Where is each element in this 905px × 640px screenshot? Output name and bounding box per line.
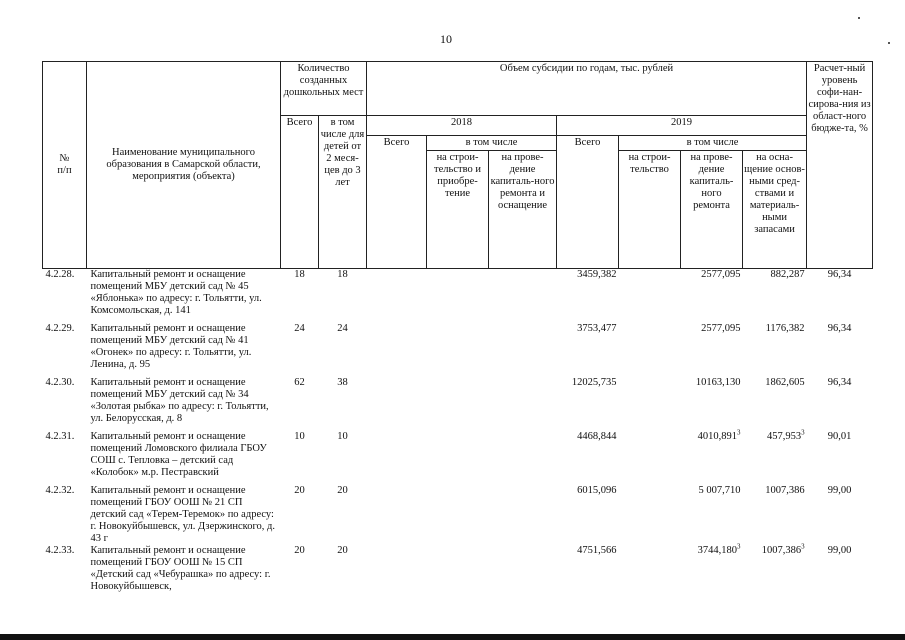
row-kids: 10: [337, 431, 348, 442]
scan-speck: [888, 42, 890, 44]
table-row: [43, 323, 873, 377]
header-year-2018: 2018: [367, 116, 557, 136]
row-repair-2019: [681, 323, 743, 377]
row-total-2018: [367, 377, 427, 431]
row-build-2018: [427, 545, 489, 599]
row-total-2018: [367, 323, 427, 377]
row-repair-2018: [489, 377, 557, 431]
equip-value: 1007,386: [761, 545, 802, 556]
row-num: 4.2.28.: [45, 269, 75, 280]
equip-value: 1176,382: [765, 323, 805, 334]
row-repair-2018: [489, 485, 557, 545]
row-total-2018: [367, 545, 427, 599]
row-build-2018: [427, 431, 489, 485]
row-build-2018: [427, 323, 489, 377]
table-body: [43, 269, 873, 600]
row-repair-2018: [489, 323, 557, 377]
row-equip-2019: [743, 377, 807, 431]
repair-value: 4010,891: [697, 431, 738, 442]
footnote-mark: 3: [801, 542, 805, 551]
row-rate: 99,00: [827, 485, 852, 496]
row-build-2019: [619, 545, 681, 599]
row-build-2019: [619, 323, 681, 377]
row-build-2019: [619, 269, 681, 324]
row-places: 10: [294, 431, 305, 442]
header-places-total: Всего: [281, 116, 319, 269]
row-rate: 96,34: [827, 323, 852, 334]
row-build-2019: [619, 377, 681, 431]
footnote-mark: 3: [801, 428, 805, 437]
row-repair-2018: [489, 431, 557, 485]
row-repair-2018: [489, 545, 557, 599]
header-build-2018: на строи-тельство и приобре-тение: [427, 151, 489, 269]
table-row: [43, 377, 873, 431]
row-kids: 38: [337, 377, 348, 388]
row-kids: 20: [337, 545, 348, 556]
row-build-2018: [427, 269, 489, 324]
row-num: 4.2.32.: [45, 485, 75, 496]
row-total-2018: [367, 485, 427, 545]
row-name: Капитальный ремонт и оснащение помещений ГБОУ ООШ № 21 СП детский сад «Терем-Теремок» по адресу: г. Новокуйбышевск, ул. Дзержинского, д. 43 г: [90, 485, 275, 544]
row-name: Капитальный ремонт и оснащение помещений МБУ детский сад № 41 «Огонек» по адресу: г. Тольятти, ул. Ленина, д. 95: [90, 323, 252, 370]
header-places-kids: в том числе для детей от 2 меся-цев до 3 лет: [319, 116, 367, 269]
header-equip-2019: на осна-щение основ-ными сред-ствами и материаль-ными запасами: [743, 151, 807, 269]
row-build-2018: [427, 485, 489, 545]
row-rate: 99,00: [827, 545, 852, 556]
header-total-2018: Всего: [367, 136, 427, 269]
repair-value: 10163,130: [695, 377, 741, 388]
scan-speck: [858, 17, 860, 19]
row-total-2019: 4751,566: [577, 545, 617, 556]
row-equip-2019: [743, 269, 807, 324]
row-num: 4.2.29.: [45, 323, 75, 334]
row-places: 18: [294, 269, 305, 280]
row-build-2019: [619, 431, 681, 485]
header-year-2019: 2019: [557, 116, 807, 136]
header-num: № п/п: [43, 62, 87, 269]
row-num: 4.2.30.: [45, 377, 75, 388]
row-num: 4.2.33.: [45, 545, 75, 556]
row-rate: 96,34: [827, 269, 852, 280]
repair-value: 2577,095: [701, 269, 741, 280]
table-row: [43, 431, 873, 485]
row-total-2019: 3459,382: [577, 269, 617, 280]
row-rate: 90,01: [827, 431, 852, 442]
row-total-2019: 6015,096: [577, 485, 617, 496]
row-total-2019: 3753,477: [577, 323, 617, 334]
row-total-2019: 4468,844: [577, 431, 617, 442]
equip-value: 1862,605: [765, 377, 805, 388]
row-repair-2019: [681, 542, 743, 599]
header-subsidy: Объем субсидии по годам, тыс. рублей: [367, 62, 807, 116]
repair-value: 3744,180: [697, 545, 738, 556]
equip-value: 882,287: [770, 269, 805, 280]
repair-value: 5 007,710: [698, 485, 741, 496]
header-repair-2018: на прове-дение капиталь-ного ремонта и оснащение: [489, 151, 557, 269]
row-equip-2019: [743, 542, 807, 599]
row-repair-2018: [489, 269, 557, 324]
repair-value: 2577,095: [701, 323, 741, 334]
header-name: Наименование муниципального образования в Самарской области, мероприятия (объекта): [87, 62, 281, 269]
row-total-2018: [367, 431, 427, 485]
row-name: Капитальный ремонт и оснащение помещений МБУ детский сад № 45 «Яблонька» по адресу: г. Тольятти, ул. Комсомольская, д. 141: [90, 269, 262, 316]
row-num: 4.2.31.: [45, 431, 75, 442]
row-kids: 20: [337, 485, 348, 496]
header-total-2019: Всего: [557, 136, 619, 269]
equip-value: 457,953: [766, 431, 802, 442]
header-build-2019: на строи-тельство: [619, 151, 681, 269]
table-header: [43, 62, 873, 269]
row-equip-2019: [743, 428, 807, 485]
row-build-2018: [427, 377, 489, 431]
row-rate: 96,34: [827, 377, 852, 388]
row-places: 20: [294, 485, 305, 496]
row-total-2019: 12025,735: [571, 377, 617, 388]
row-total-2018: [367, 269, 427, 324]
table-row: [43, 545, 873, 599]
row-kids: 18: [337, 269, 348, 280]
table-row: [43, 269, 873, 324]
row-equip-2019: [743, 323, 807, 377]
row-repair-2019: [681, 485, 743, 545]
row-places: 62: [294, 377, 305, 388]
header-incl-2018: в том числе: [427, 136, 557, 151]
row-name: Капитальный ремонт и оснащение помещений МБУ детский сад № 34 «Золотая рыбка» по адресу: г. Тольятти, ул. Белорусская, д. 8: [90, 377, 269, 424]
subsidy-table: [42, 61, 873, 599]
row-repair-2019: [681, 269, 743, 324]
table-row: [43, 485, 873, 545]
row-repair-2019: [681, 428, 743, 485]
row-repair-2019: [681, 377, 743, 431]
header-places: Количество созданных дошкольных мест: [281, 62, 367, 116]
scan-border: [0, 634, 905, 640]
footnote-mark: 3: [737, 542, 741, 551]
row-equip-2019: [743, 485, 807, 545]
row-kids: 24: [337, 323, 348, 334]
equip-value: 1007,386: [765, 485, 805, 496]
header-repair-2019: на прове-дение капиталь-ного ремонта: [681, 151, 743, 269]
header-incl-2019: в том числе: [619, 136, 807, 151]
row-name: Капитальный ремонт и оснащение помещений ГБОУ ООШ № 15 СП «Детский сад «Чебурашка» по адресу: г. Новокуйбышевск,: [90, 545, 271, 592]
footnote-mark: 3: [737, 428, 741, 437]
row-places: 24: [294, 323, 305, 334]
row-name: Капитальный ремонт и оснащение помещений Ломовского филиала ГБОУ СОШ с. Тепловка – детский сад «Колобок» м.р. Пестравский: [90, 431, 267, 478]
page-number: 10: [440, 32, 452, 46]
header-rate: Расчет-ный уровень софи-нан-сирова-ния из област-ного бюдже-та, %: [807, 62, 873, 269]
row-build-2019: [619, 485, 681, 545]
row-places: 20: [294, 545, 305, 556]
